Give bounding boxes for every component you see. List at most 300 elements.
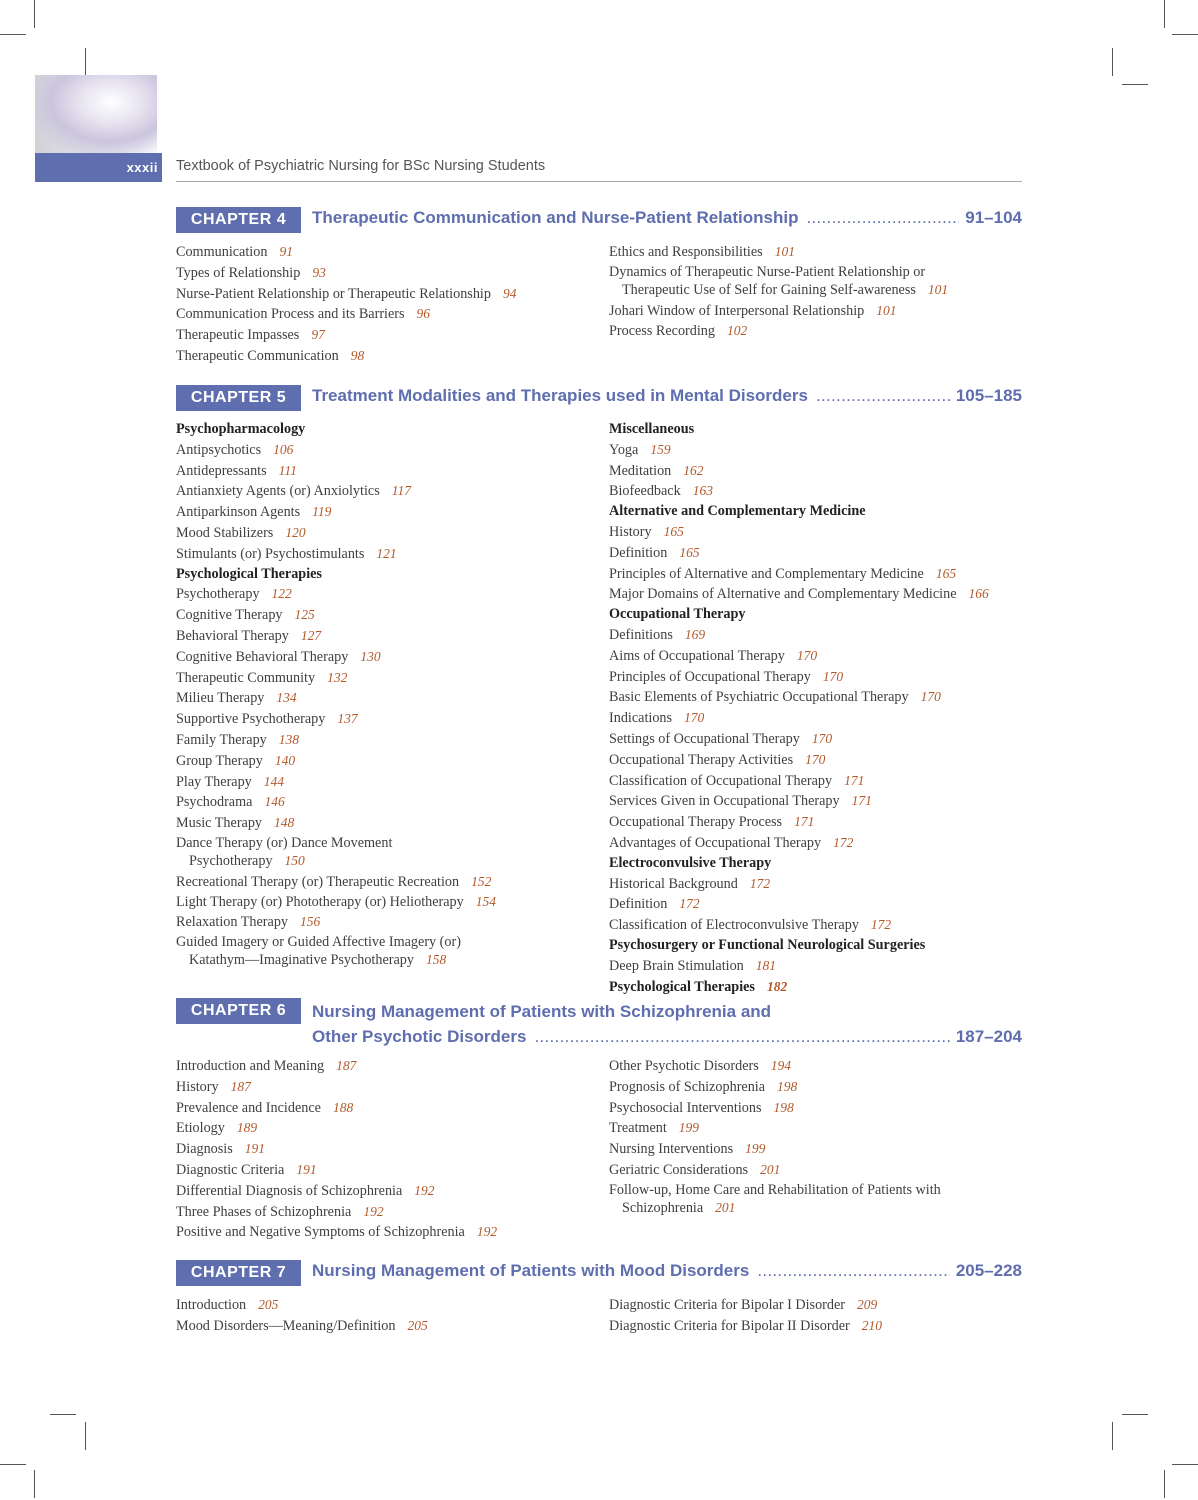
entry-page-number: 191 xyxy=(244,1141,265,1157)
entry-title: Historical Background xyxy=(609,875,738,892)
entry-title: Aims of Occupational Therapy xyxy=(609,647,785,664)
toc-entry[interactable] xyxy=(176,626,606,647)
topics-left-column xyxy=(176,1295,606,1337)
entry-page-number: 101 xyxy=(774,244,795,259)
toc-entry[interactable] xyxy=(609,461,1022,482)
chapter-pages: 105–185 xyxy=(955,386,1022,405)
toc-entry[interactable] xyxy=(609,1139,1022,1160)
entry-title: Psychosurgery or Functional Neurological Surgeries xyxy=(609,936,926,953)
entry-title: Settings of Occupational Therapy xyxy=(609,730,800,747)
entry-page-number: 98 xyxy=(350,347,365,363)
toc-entry[interactable] xyxy=(176,1056,606,1077)
entry-title: Family Therapy xyxy=(176,731,267,748)
entry-page-number: 122 xyxy=(271,586,292,602)
chapter-title-line[interactable] xyxy=(312,208,1022,228)
entry-page-number: 94 xyxy=(502,285,517,301)
entry-page-number: 117 xyxy=(391,483,411,499)
entry-page-number: 189 xyxy=(236,1120,258,1136)
chapter-title: Nursing Management of Patients with Mood Disorders xyxy=(312,1261,750,1280)
crop-mark xyxy=(1122,84,1148,85)
entry-page-number: 165 xyxy=(935,565,957,581)
entry-page-number: 171 xyxy=(851,793,872,809)
entry-title: Treatment xyxy=(609,1120,667,1137)
entry-page-number: 130 xyxy=(360,648,381,664)
toc-entry[interactable] xyxy=(176,1160,606,1181)
entry-title: Ethics and Responsibilities xyxy=(609,244,763,260)
entry-page-number: 172 xyxy=(679,896,700,912)
chapter-6 xyxy=(176,998,1022,1241)
running-head: Textbook of Psychiatric Nursing for BSc Nursing Students xyxy=(176,158,546,174)
page-number-tab xyxy=(35,153,162,182)
entry-page-number: 140 xyxy=(274,752,296,768)
corner-decorative-image xyxy=(35,75,157,153)
entry-page-number: 182 xyxy=(766,978,788,994)
toc-entry[interactable] xyxy=(609,321,1022,342)
entry-page-number: 106 xyxy=(273,441,294,457)
crop-mark xyxy=(1172,34,1198,35)
toc-entry[interactable] xyxy=(176,544,606,565)
entry-page-number: 172 xyxy=(833,834,854,850)
toc-entry[interactable] xyxy=(609,301,1022,322)
entry-title: History xyxy=(176,1078,219,1095)
toc-entry[interactable] xyxy=(176,523,606,544)
toc-entry[interactable] xyxy=(176,1202,606,1223)
entry-page-number: 187 xyxy=(230,1078,251,1094)
entry-page-number: 172 xyxy=(870,917,892,933)
toc-entry[interactable] xyxy=(176,584,606,605)
entry-page-number: 198 xyxy=(773,1099,794,1115)
entry-page-number: 158 xyxy=(425,952,447,968)
entry-title: Therapeutic Community xyxy=(176,669,316,686)
entry-title: Relaxation Therapy xyxy=(176,914,289,931)
entry-title: Prognosis of Schizophrenia xyxy=(609,1078,766,1095)
toc-entry[interactable] xyxy=(176,709,606,730)
section-heading[interactable] xyxy=(609,854,1022,874)
toc-entry[interactable] xyxy=(176,605,606,626)
entry-page-number: 171 xyxy=(844,772,865,788)
entry-title: Alternative and Complementary Medicine xyxy=(609,503,866,520)
entry-page-number: 127 xyxy=(300,627,322,643)
toc-entry[interactable] xyxy=(609,977,1022,998)
entry-title: Etiology xyxy=(176,1120,225,1137)
toc-entry[interactable] xyxy=(176,481,606,502)
toc-entry[interactable] xyxy=(609,667,1022,688)
entry-page-number: 187 xyxy=(336,1058,357,1073)
toc-entry[interactable] xyxy=(176,772,606,793)
toc-entry[interactable] xyxy=(609,874,1022,895)
entry-page-number: 188 xyxy=(332,1099,354,1115)
entry-title: Introduction xyxy=(176,1297,247,1313)
entry-title: Light Therapy (or) Phototherapy (or) Heliotherapy xyxy=(176,893,464,910)
entry-page-number: 150 xyxy=(284,852,305,868)
toc-entry[interactable] xyxy=(609,791,1022,812)
crop-mark xyxy=(0,34,26,35)
entry-page-number: 159 xyxy=(650,441,671,457)
entry-title: Antianxiety Agents (or) Anxiolytics xyxy=(176,483,380,500)
chapter-label: CHAPTER 4 xyxy=(176,207,301,233)
entry-title: Other Psychotic Disorders xyxy=(609,1058,759,1074)
chapter-pages: 91–104 xyxy=(965,208,1022,227)
entry-page-number: 172 xyxy=(749,875,771,891)
toc-entry[interactable] xyxy=(609,708,1022,729)
chapter-title-line[interactable] xyxy=(312,1261,1022,1281)
entry-title: Definition xyxy=(609,896,668,913)
toc-entry[interactable] xyxy=(176,834,499,870)
chapter-label: CHAPTER 7 xyxy=(176,1260,301,1286)
crop-mark xyxy=(1164,1470,1165,1498)
entry-title: Psychotherapy xyxy=(176,586,260,603)
entry-page-number: 210 xyxy=(861,1317,882,1333)
section-heading[interactable] xyxy=(176,420,606,440)
entry-title: Major Domains of Alternative and Complementary Medicine xyxy=(609,586,957,603)
toc-entry[interactable] xyxy=(176,263,606,284)
leader-dots xyxy=(757,1261,949,1281)
entry-page-number: 125 xyxy=(294,607,315,623)
entry-title: Dance Therapy (or) Dance Movement Psychotherapy xyxy=(176,834,393,869)
entry-title: Play Therapy xyxy=(176,773,252,790)
entry-title: Differential Diagnosis of Schizophrenia xyxy=(176,1182,403,1199)
toc-entry[interactable] xyxy=(609,1056,1022,1077)
entry-title: Cognitive Behavioral Therapy xyxy=(176,648,349,665)
entry-title: Mood Disorders—Meaning/Definition xyxy=(176,1317,396,1334)
entry-page-number: 199 xyxy=(745,1141,766,1157)
entry-title: Electroconvulsive Therapy xyxy=(609,854,772,871)
toc-entry[interactable] xyxy=(176,1118,606,1139)
topics-right-column xyxy=(609,242,1022,342)
toc-entry[interactable] xyxy=(176,502,606,523)
entry-title: Follow-up, Home Care and Rehabilitation of Patients with Schizophrenia xyxy=(609,1181,941,1216)
entry-page-number: 163 xyxy=(692,483,713,499)
toc-entry[interactable] xyxy=(609,543,1022,564)
leader-dots xyxy=(534,1024,949,1049)
entry-page-number: 154 xyxy=(475,893,496,909)
entry-title: Communication Process and its Barriers xyxy=(176,306,405,323)
entry-title: Antidepressants xyxy=(176,462,267,479)
entry-title: Three Phases of Schizophrenia xyxy=(176,1203,352,1220)
crop-mark xyxy=(85,48,86,76)
entry-title: Psychodrama xyxy=(176,794,253,811)
chapter-4 xyxy=(176,207,1022,364)
entry-title: Music Therapy xyxy=(176,815,263,832)
chapter-heading xyxy=(176,1260,1022,1286)
toc-entry[interactable] xyxy=(609,729,1022,750)
chapter-title-block[interactable] xyxy=(312,999,1022,1049)
entry-page-number: 199 xyxy=(678,1120,700,1136)
toc-entry[interactable] xyxy=(609,687,1022,708)
entry-page-number: 102 xyxy=(727,323,748,339)
toc-entry[interactable] xyxy=(176,1316,606,1337)
entry-title: Psychosocial Interventions xyxy=(609,1099,762,1116)
section-heading[interactable] xyxy=(609,420,1022,440)
crop-mark xyxy=(34,0,35,28)
crop-mark xyxy=(1122,1414,1148,1415)
entry-title: Biofeedback xyxy=(609,483,681,500)
toc-entry[interactable] xyxy=(176,792,606,813)
entry-title: Psychological Therapies xyxy=(609,978,755,995)
entry-page-number: 170 xyxy=(920,689,941,705)
entry-title: Definitions xyxy=(609,626,673,643)
toc-entry[interactable] xyxy=(176,751,606,772)
chapter-5 xyxy=(176,385,1022,995)
entry-page-number: 101 xyxy=(927,281,949,297)
crop-mark xyxy=(1112,1422,1113,1450)
entry-title: Psychological Therapies xyxy=(176,565,322,582)
entry-title: Behavioral Therapy xyxy=(176,627,289,644)
section-heading[interactable] xyxy=(609,936,1022,956)
entry-page-number: 170 xyxy=(822,668,844,684)
entry-title: Basic Elements of Psychiatric Occupational Therapy xyxy=(609,689,909,706)
entry-page-number: 194 xyxy=(770,1058,791,1073)
crop-mark xyxy=(1172,1464,1198,1465)
entry-page-number: 156 xyxy=(300,914,321,930)
entry-title: Classification of Electroconvulsive Therapy xyxy=(609,917,859,934)
entry-title: Communication xyxy=(176,244,268,260)
entry-title: Milieu Therapy xyxy=(176,690,265,707)
entry-page-number: 138 xyxy=(278,731,300,747)
crop-mark xyxy=(0,1464,26,1465)
entry-page-number: 192 xyxy=(414,1182,435,1198)
entry-title: Principles of Occupational Therapy xyxy=(609,668,811,685)
toc-entry[interactable] xyxy=(176,440,606,461)
entry-title: Introduction and Meaning xyxy=(176,1058,325,1074)
entry-page-number: 165 xyxy=(663,523,684,539)
toc-entry[interactable] xyxy=(176,461,606,482)
entry-page-number: 170 xyxy=(796,647,818,663)
entry-page-number: 91 xyxy=(279,244,293,259)
entry-page-number: 169 xyxy=(684,626,706,642)
entry-title: Diagnostic Criteria xyxy=(176,1161,285,1178)
toc-entry[interactable] xyxy=(609,1077,1022,1098)
toc-entry[interactable] xyxy=(176,730,606,751)
entry-title: Therapeutic Impasses xyxy=(176,327,300,344)
topics-left-column xyxy=(176,242,606,367)
entry-title: Stimulants (or) Psychostimulants xyxy=(176,545,365,562)
topics-left-column xyxy=(176,420,606,971)
entry-page-number: 192 xyxy=(363,1203,384,1219)
topics-left-column xyxy=(176,1056,606,1243)
entry-title: Mood Stabilizers xyxy=(176,524,274,541)
chapter-title-line[interactable] xyxy=(312,386,1022,406)
entry-page-number: 171 xyxy=(794,814,815,830)
toc-entry[interactable] xyxy=(609,1118,1022,1139)
chapter-label: CHAPTER 5 xyxy=(176,385,301,411)
entry-page-number: 170 xyxy=(811,730,833,746)
entry-title: Antipsychotics xyxy=(176,441,262,458)
entry-title: Prevalence and Incidence xyxy=(176,1099,321,1116)
toc-entry[interactable] xyxy=(176,325,606,346)
topics-right-column xyxy=(609,1056,1022,1219)
crop-mark xyxy=(1164,0,1165,28)
toc-entry[interactable] xyxy=(176,1181,606,1202)
entry-page-number: 152 xyxy=(471,873,492,889)
entry-page-number: 134 xyxy=(276,690,297,706)
toc-entry[interactable] xyxy=(176,304,606,325)
toc-entry[interactable] xyxy=(176,933,499,969)
chapter-title-continued: Other Psychotic Disorders xyxy=(312,1027,527,1046)
entry-title: Positive and Negative Symptoms of Schizophrenia xyxy=(176,1224,465,1241)
entry-title: Definition xyxy=(609,544,668,561)
entry-page-number: 121 xyxy=(376,545,397,561)
toc-entry[interactable] xyxy=(176,647,606,668)
toc-entry[interactable] xyxy=(609,646,1022,667)
entry-title: Nurse-Patient Relationship or Therapeutic Relationship xyxy=(176,285,491,302)
crop-mark xyxy=(85,1422,86,1450)
entry-page-number: 205 xyxy=(258,1297,279,1312)
entry-title: Classification of Occupational Therapy xyxy=(609,772,833,789)
entry-page-number: 209 xyxy=(857,1297,878,1312)
entry-title: Services Given in Occupational Therapy xyxy=(609,793,840,810)
entry-title: Principles of Alternative and Complementary Medicine xyxy=(609,565,924,582)
entry-title: Antiparkinson Agents xyxy=(176,504,301,521)
toc-entry[interactable] xyxy=(609,263,982,299)
entry-title: Diagnostic Criteria for Bipolar I Disorder xyxy=(609,1297,845,1313)
toc-entry[interactable] xyxy=(176,1295,606,1316)
toc-entry[interactable] xyxy=(609,242,1022,263)
toc-entry[interactable] xyxy=(176,346,606,367)
section-heading[interactable] xyxy=(609,502,1022,522)
leader-dots xyxy=(816,386,950,406)
topics-right-column xyxy=(609,420,1022,997)
entry-title: Dynamics of Therapeutic Nurse-Patient Relationship or Therapeutic Use of Self for Gaining Self-awareness xyxy=(609,263,926,298)
toc-entry[interactable] xyxy=(176,893,499,911)
entry-title: Meditation xyxy=(609,462,672,479)
section-heading[interactable] xyxy=(176,565,606,585)
entry-page-number: 137 xyxy=(337,711,358,727)
entry-title: Psychopharmacology xyxy=(176,421,306,437)
toc-entry[interactable] xyxy=(609,584,1022,605)
chapter-pages: 205–228 xyxy=(955,1261,1022,1280)
entry-page-number: 165 xyxy=(679,544,700,560)
entry-title: Therapeutic Communication xyxy=(176,347,339,364)
toc-entry[interactable] xyxy=(609,522,1022,543)
entry-page-number: 181 xyxy=(755,957,777,973)
entry-title: Deep Brain Stimulation xyxy=(609,957,744,974)
entry-title: Geriatric Considerations xyxy=(609,1161,749,1178)
entry-title: Diagnosis xyxy=(176,1141,233,1158)
toc-entry[interactable] xyxy=(176,284,606,305)
entry-title: Nursing Interventions xyxy=(609,1141,734,1158)
entry-title: Yoga xyxy=(609,441,639,458)
chapter-title: Therapeutic Communication and Nurse-Patient Relationship xyxy=(312,208,799,227)
toc-entry[interactable] xyxy=(176,668,606,689)
entry-title: Cognitive Therapy xyxy=(176,607,283,624)
entry-title: Occupational Therapy xyxy=(609,606,746,623)
entry-page-number: 192 xyxy=(476,1224,498,1240)
topics-right-column xyxy=(609,1295,1022,1337)
entry-title: Group Therapy xyxy=(176,752,263,769)
page-number: xxxii xyxy=(126,160,158,175)
entry-page-number: 96 xyxy=(416,306,431,322)
header-rule xyxy=(176,181,1022,182)
toc-entry[interactable] xyxy=(609,894,1022,915)
entry-page-number: 120 xyxy=(285,524,306,540)
entry-page-number: 170 xyxy=(805,751,826,767)
entry-page-number: 148 xyxy=(274,815,295,831)
entry-page-number: 191 xyxy=(296,1161,317,1177)
toc-entry[interactable] xyxy=(176,912,606,933)
chapter-pages: 187–204 xyxy=(955,1027,1022,1046)
crop-mark xyxy=(34,1470,35,1498)
toc-entry[interactable] xyxy=(609,625,1022,646)
entry-page-number: 201 xyxy=(715,1199,736,1215)
crop-mark xyxy=(50,1414,76,1415)
entry-page-number: 205 xyxy=(407,1317,428,1333)
chapter-title-line-1: Nursing Management of Patients with Schizophrenia and xyxy=(312,1002,772,1021)
section-heading[interactable] xyxy=(609,605,1022,625)
entry-page-number: 144 xyxy=(263,773,285,789)
entry-title: Diagnostic Criteria for Bipolar II Disorder xyxy=(609,1317,850,1334)
crop-mark xyxy=(1112,48,1113,76)
entry-title: Occupational Therapy Activities xyxy=(609,751,794,768)
entry-title: Guided Imagery or Guided Affective Imagery (or) Katathym—Imaginative Psychotherapy xyxy=(176,934,461,969)
toc-entry[interactable] xyxy=(609,564,1022,585)
entry-page-number: 170 xyxy=(684,710,705,726)
toc-entry[interactable] xyxy=(176,1077,606,1098)
toc-entry[interactable] xyxy=(176,242,606,263)
toc-entry[interactable] xyxy=(609,1316,1022,1337)
toc-entry[interactable] xyxy=(609,833,1022,854)
entry-page-number: 162 xyxy=(683,462,704,478)
chapter-heading xyxy=(176,207,1022,233)
entry-title: Advantages of Occupational Therapy xyxy=(609,834,822,851)
chapter-heading xyxy=(176,385,1022,411)
toc-entry[interactable] xyxy=(609,812,1022,833)
entry-title: Occupational Therapy Process xyxy=(609,814,783,831)
entry-page-number: 201 xyxy=(760,1161,781,1177)
toc-entry[interactable] xyxy=(609,771,1022,792)
toc-entry[interactable] xyxy=(609,915,1022,936)
toc-entry[interactable] xyxy=(609,1098,1022,1119)
entry-page-number: 166 xyxy=(968,586,989,602)
chapter-heading xyxy=(176,998,1022,1048)
chapter-label: CHAPTER 6 xyxy=(176,998,301,1024)
toc-entry[interactable] xyxy=(176,872,606,893)
entry-title: Indications xyxy=(609,710,673,727)
entry-page-number: 119 xyxy=(312,504,332,520)
leader-dots xyxy=(806,208,959,228)
toc-entry[interactable] xyxy=(176,1139,606,1160)
entry-page-number: 132 xyxy=(327,669,348,685)
toc-entry[interactable] xyxy=(176,688,606,709)
toc-entry[interactable] xyxy=(176,1222,606,1243)
entry-page-number: 198 xyxy=(777,1078,798,1094)
entry-page-number: 93 xyxy=(312,264,326,280)
entry-title: History xyxy=(609,523,652,540)
entry-page-number: 111 xyxy=(278,462,297,478)
toc-entry[interactable] xyxy=(609,440,1022,461)
entry-title: Types of Relationship xyxy=(176,264,301,281)
toc-entry[interactable] xyxy=(609,1181,992,1217)
toc-entry[interactable] xyxy=(609,956,1022,977)
chapter-7 xyxy=(176,1260,1022,1334)
entry-title: Process Recording xyxy=(609,323,715,340)
entry-title: Supportive Psychotherapy xyxy=(176,711,326,728)
entry-title: Johari Window of Interpersonal Relationship xyxy=(609,302,865,319)
entry-page-number: 146 xyxy=(264,794,285,810)
entry-title: Miscellaneous xyxy=(609,421,695,437)
toc-entry[interactable] xyxy=(609,750,1022,771)
chapter-title-line-2 xyxy=(312,1024,1022,1049)
toc-entry[interactable] xyxy=(609,1295,1022,1316)
chapter-title: Treatment Modalities and Therapies used in Mental Disorders xyxy=(312,386,808,405)
entry-page-number: 97 xyxy=(311,327,325,343)
toc-entry[interactable] xyxy=(176,1098,606,1119)
toc-entry[interactable] xyxy=(609,1160,1022,1181)
entry-page-number: 101 xyxy=(876,302,897,318)
toc-entry[interactable] xyxy=(176,813,606,834)
entry-title: Recreational Therapy (or) Therapeutic Recreation xyxy=(176,873,460,890)
toc-entry[interactable] xyxy=(609,481,1022,502)
